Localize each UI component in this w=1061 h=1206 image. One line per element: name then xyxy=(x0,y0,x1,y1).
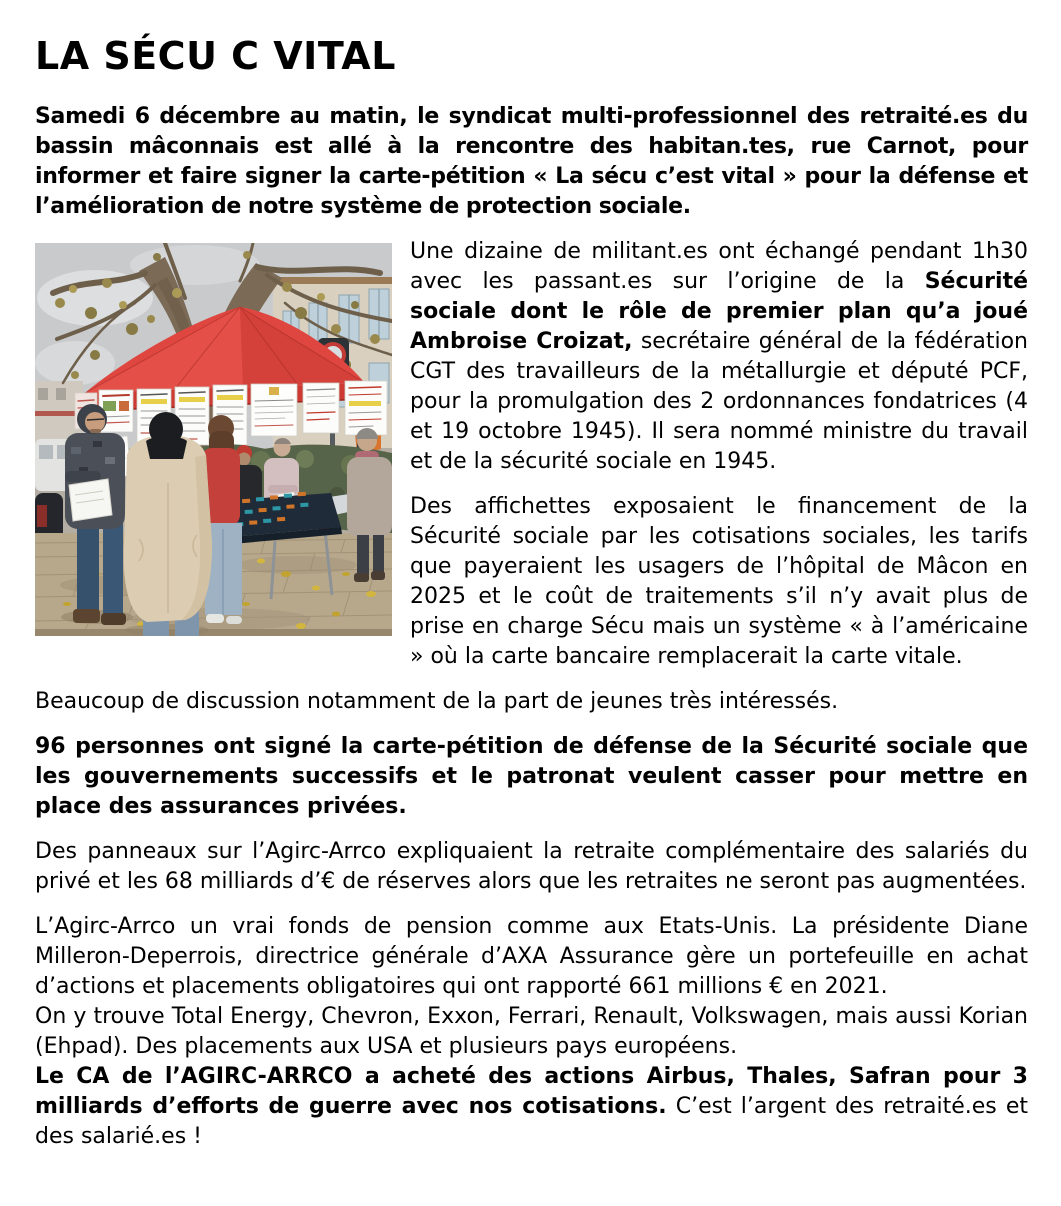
paragraph-panneaux: Des panneaux sur l’Agirc-Arrco expliquaient la retraite complémentaire des salariés du privé et les 68 milliards d’€ de réserves alors que les retraites ne seront pas augmentées. xyxy=(35,839,1028,894)
page-title: LA SÉCU C VITAL xyxy=(35,34,396,78)
text-run-bold: Le CA de l’AGIRC-ARRCO a acheté des actions Airbus, Thales, Safran pour 3 milliards d’efforts de guerre avec nos cotisations. xyxy=(35,1064,1028,1119)
event-photo-illustration xyxy=(35,243,392,636)
paragraph-affichettes: Des affichettes exposaient le financement de la Sécurité sociale par les cotisations sociales, les tarifs que payeraient les usagers de l’hôpital de Mâcon en 2025 et le coût de traitements s’il n’y avait plus de prise en charge Sécu mais un système « à l’américaine » où la carte bancaire remplacerait la carte vitale. xyxy=(410,494,1028,669)
intro-paragraph: Samedi 6 décembre au matin, le syndicat multi-professionnel des retraité.es du bassin mâconnais est allé à la rencontre des habitan.tes, rue Carnot, pour informer et faire signer la carte-pétition « La sécu c’est vital » pour la défense et l’amélioration de notre système de protection sociale. xyxy=(35,104,1028,219)
paragraph-agirc-arrco: L’Agirc-Arrco un vrai fonds de pension comme aux Etats-Unis. La présidente Diane Milleron-Deperrois, directrice générale d’AXA Assurance gère un portefeuille en achat d’actions et placements obligatoires qui ont rapporté 661 millions € en 2021. xyxy=(35,914,1028,999)
text-run: Une dizaine de militant.es ont échangé pendant 1h30 avec les passant.es sur l’origine de la xyxy=(410,239,1028,294)
photo-person-cream-coat xyxy=(124,412,212,636)
event-photo xyxy=(35,243,392,636)
text-run: secrétaire général de la fédération CGT des travailleurs de la métallurgie et député PCF, pour la promulgation des 2 ordonnances fondatrices (4 et 19 octobre 1945). Il sera nommé ministre du travail et de la sécurité sociale en 1945. xyxy=(410,329,1028,474)
paragraph-signatures: 96 personnes ont signé la carte-pétition de défense de la Sécurité sociale que les gouvernements successifs et le patronat veulent casser pour mettre en place des assurances privées. xyxy=(35,734,1028,819)
text-run-bold: Sécurité sociale dont le rôle de premier plan qu’a joué Ambroise Croizat, xyxy=(410,269,1028,354)
paragraph-discussion: Beaucoup de discussion notamment de la part de jeunes très intéressés. xyxy=(35,689,839,714)
text-run: C’est l’argent des retraité.es et des salarié.es ! xyxy=(35,1094,1028,1149)
article-body xyxy=(35,237,1028,1152)
paragraph-placements: On y trouve Total Energy, Chevron, Exxon, Ferrari, Renault, Volkswagen, mais aussi Korian (Ehpad). Des placements aux USA et plusieurs pays européens. xyxy=(35,1004,1028,1059)
paragraph-ca-agirc xyxy=(35,1062,1028,1152)
